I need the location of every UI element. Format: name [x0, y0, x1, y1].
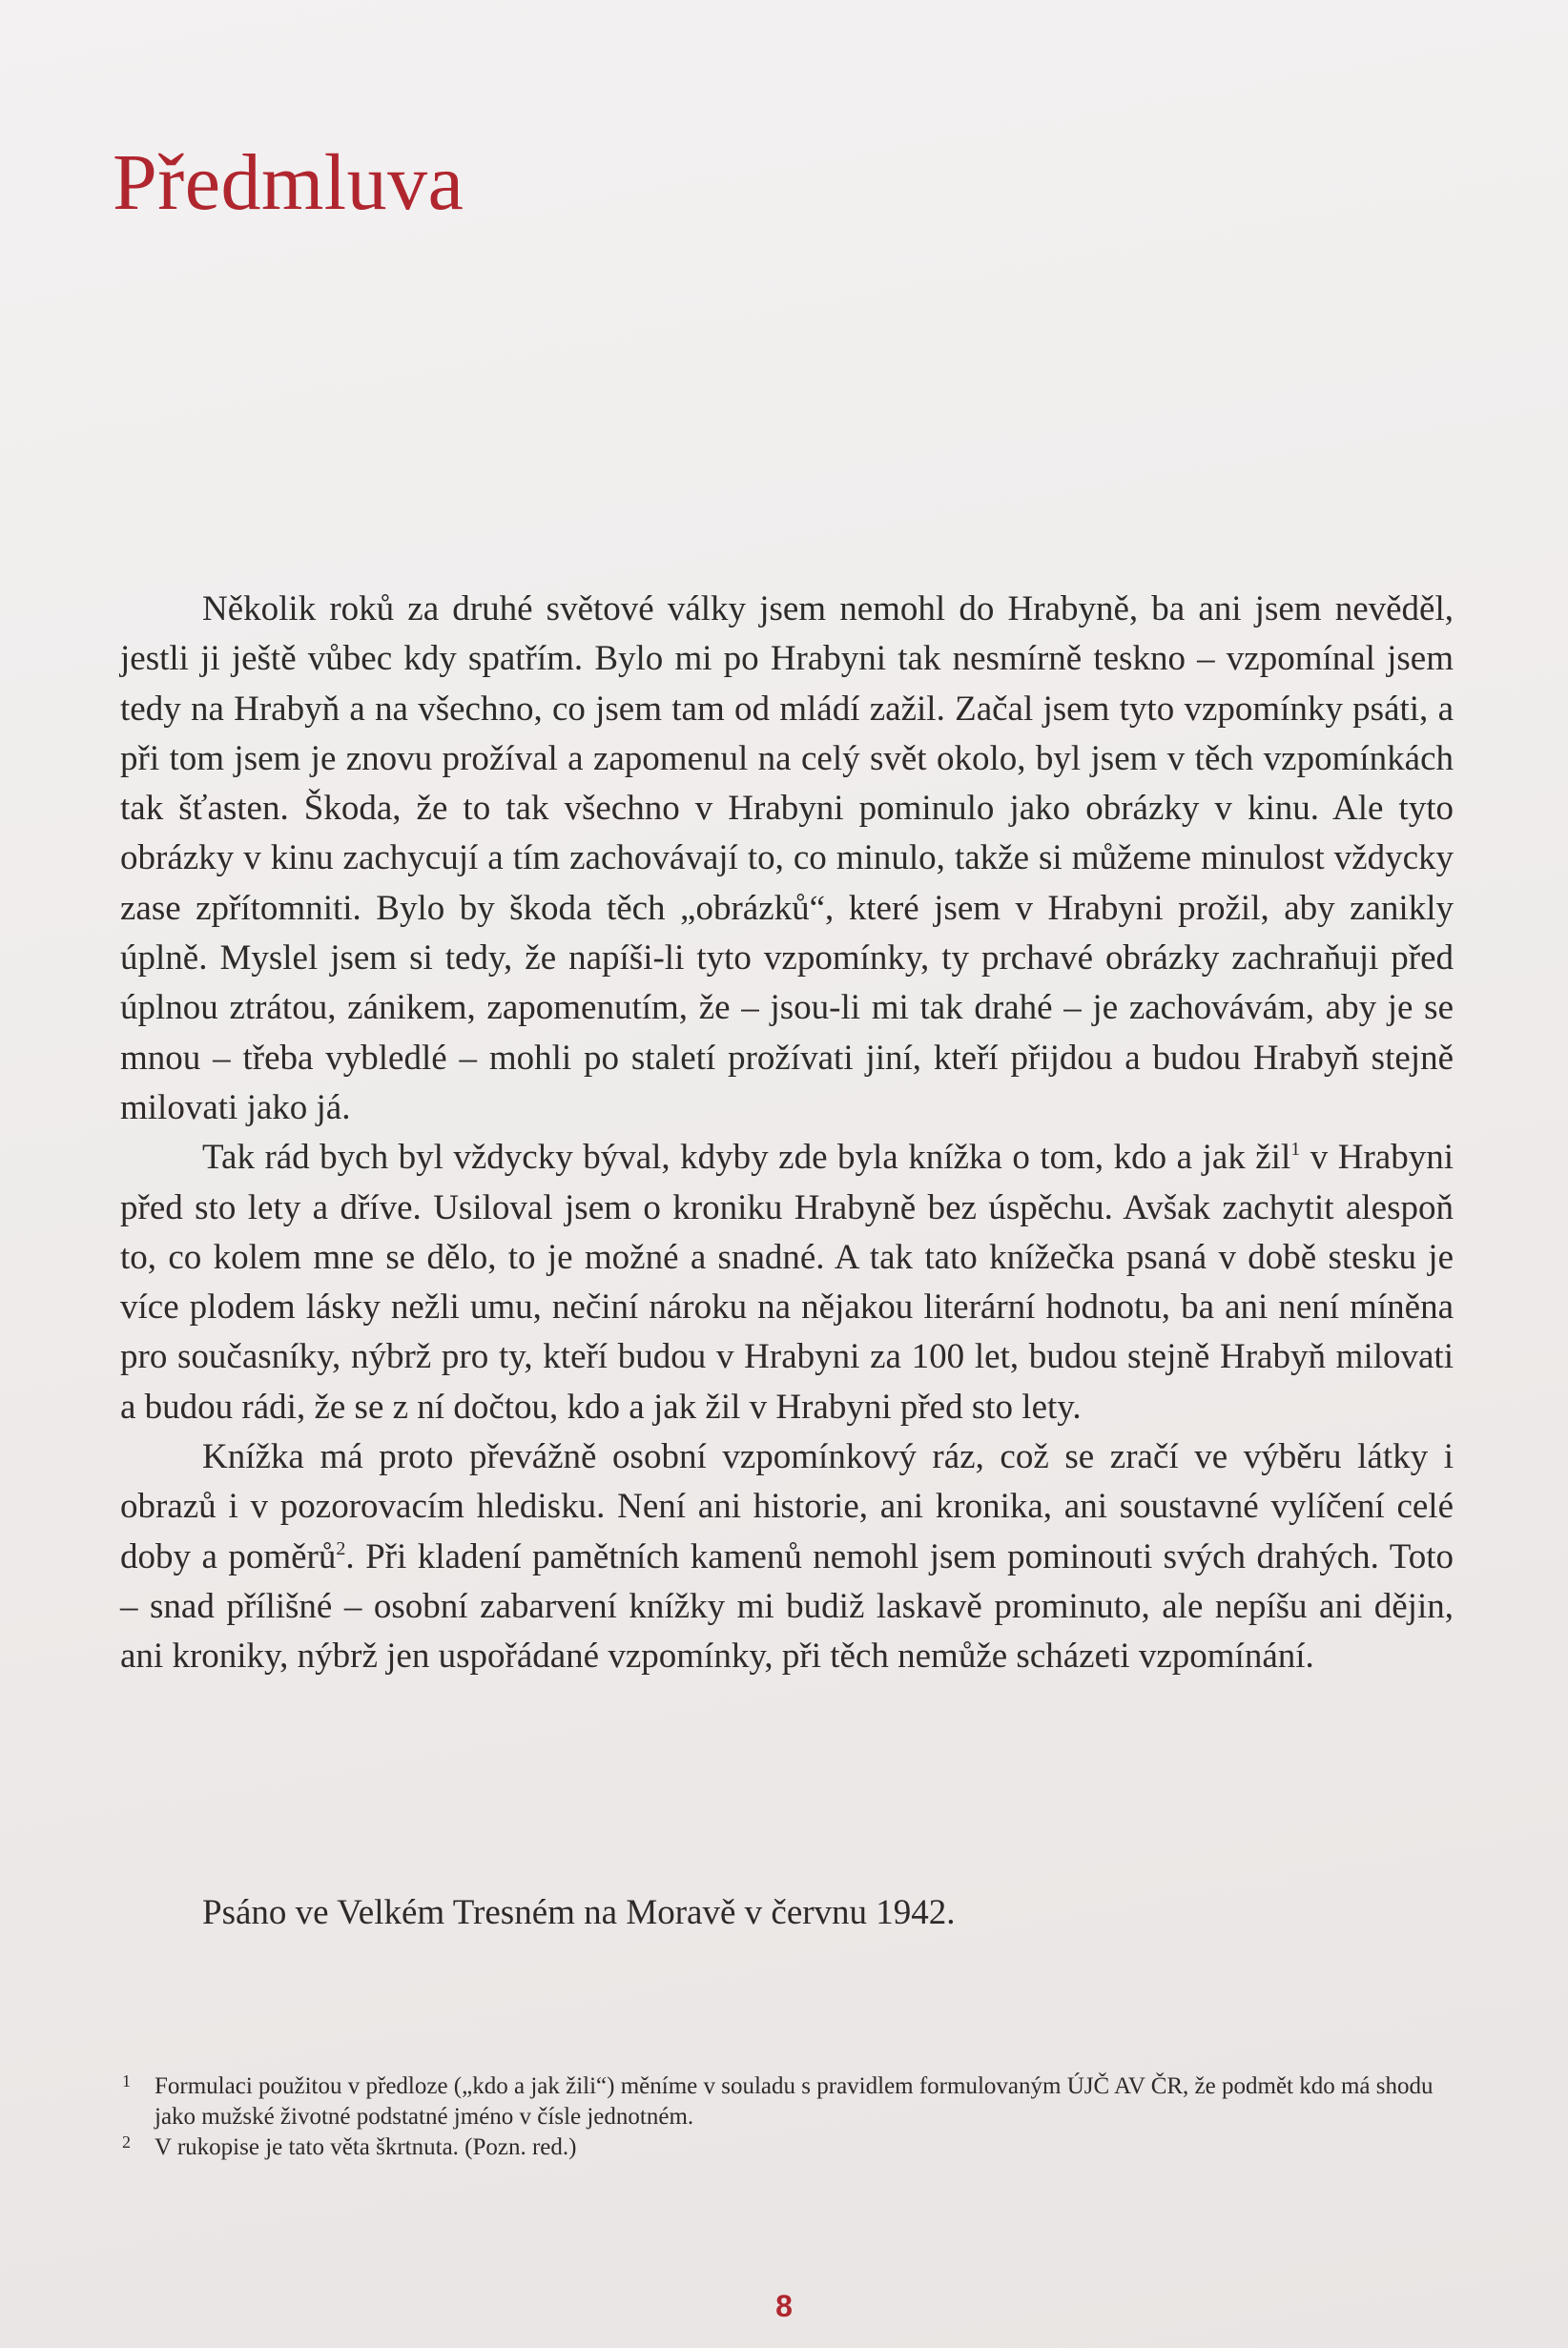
footnote-1	[120, 2071, 1460, 2132]
paragraph-3-text-start: Knížka má proto převážně osobní vzpomínkový ráz, což se zračí ve výběru látky i obrazů i v pozorovacím hledisku. Není ani historie, ani kronika, ani soustavné vylíčení celé doby a poměrů	[120, 1437, 1454, 1576]
paragraph-2-text-end: v Hrabyni před sto lety a dříve. Usiloval jsem o kroniku Hrabyně bez úspěchu. Avšak zachytit alespoň to, co kolem mne se dělo, to je možné a snadné. A tak tato knížečka psaná v době stesku je více plodem lásky nežli umu, nečiní nároku na nějakou literární hodnotu, ba ani není míněna pro současníky, nýbrž pro ty, kteří budou v Hrabyni za 100 let, budou stejně Hrabyň milovati a budou rádi, že se z ní dočtou, kdo a jak žil v Hrabyni před sto lety.	[120, 1138, 1454, 1427]
paragraph-2-text-start: Tak rád bych byl vždycky býval, kdyby zde byla knížka o tom, kdo a jak žil	[202, 1138, 1291, 1178]
paragraph-1-text: Několik roků za druhé světové války jsem nemohl do Hrabyně, ba ani jsem nevěděl, jestli ji ještě vůbec kdy spatřím. Bylo mi po Hrabyni tak nesmírně teskno – vzpomínal jsem tedy na Hrabyň a na všechno, co jsem tam od mládí zažil. Začal jsem tyto vzpomínky psáti, a při tom jsem je znovu prožíval a zapomenul na celý svět okolo, byl jsem v těch vzpomínkách tak šťasten. Škoda, že to tak všechno v Hrabyni pominulo jako obrázky v kinu. Ale tyto obrázky v kinu zachycují a tím zachovávají to, co minulo, takže si můžeme minulost vždycky zase zpřítomniti. Bylo by škoda těch „obrázků“, které jsem v Hrabyni prožil, aby zanikly úplně. Myslel jsem si tedy, že napíši-li tyto vzpomínky, ty prchavé obrázky zachraňuji před úplnou ztrátou, zánikem, zapomenutím, že – jsou-li mi tak drahé – je zachovávám, aby je se mnou – třeba vybledlé – mohli po staletí prožívati jiní, kteří přijdou a budou Hrabyň stejně milovati jako já.	[120, 589, 1454, 1127]
paragraph-1	[120, 585, 1454, 1133]
signature-line: Psáno ve Velkém Tresném na Moravě v červnu 1942.	[202, 1893, 956, 1932]
paragraph-3	[120, 1432, 1454, 1681]
footnote-ref-2[interactable]: 2	[336, 1537, 346, 1559]
page-title: Předmluva	[113, 138, 464, 227]
footnote-2-text: V rukopise je tato věta škrtnuta. (Pozn. red.)	[155, 2134, 577, 2160]
paragraph-2	[120, 1133, 1454, 1432]
preface-body	[120, 585, 1454, 1682]
footnote-2	[120, 2132, 1460, 2163]
paragraph-3-text-end: . Při kladení pamětních kamenů nemohl jsem pominouti svých drahých. Toto – snad přílišné – osobní zabarvení knížky mi budiž laskavě prominuto, ale nepíšu ani dějin, ani kroniky, nýbrž jen uspořádané vzpomínky, při těch nemůže scházeti vzpomínání.	[120, 1536, 1454, 1677]
footnote-2-mark: 2	[122, 2132, 131, 2152]
footnote-1-text: Formulaci použitou v předloze („kdo a jak žili“) měníme v souladu s pravidlem formulovaným ÚJČ AV ČR, že podmět kdo má shodu jako mužské životné podstatné jméno v čísle jednotném.	[155, 2073, 1434, 2130]
footnote-ref-1[interactable]: 1	[1290, 1139, 1301, 1161]
footnotes	[120, 2071, 1460, 2163]
page-number: 8	[775, 2289, 793, 2323]
footnote-1-mark: 1	[122, 2071, 131, 2091]
